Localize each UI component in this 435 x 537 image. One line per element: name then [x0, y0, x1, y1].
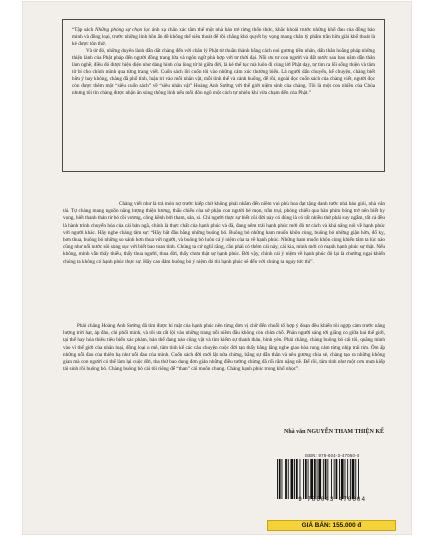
barcode [267, 453, 397, 521]
body-paragraph-2: Phải chăng Hoàng Anh Sướng đã tìm được bí mật của hạnh phúc nên từng đơn vị chữ đến chuỗi tổ hợp ý đoạn đều khiến tôi ngợp cảm trước năng lượng trời hạt, áp đảo, chi phối mình, và tôi ưa rất lội vào những trang nỗi niềm đầu không còn chừa chỗ. Phân người sáng tới giẵng co giữa hai thế giới, tại thế hay hóa thiêu tiêu biến xác phàm, bản thể đang nào cũng vật và tìm kiếm sự thanh thản, bình yên. Phải chăng, chàng buông bỏ cái tôi, quãng mình vào vì thế giới của nhân loại, đồng loại u mê, tâm tình kể các câu chuyện cuộc đời tạn thấy bằng lắng nghe giao hòa rung cảm từng nhịp trái tim. Ôm ấp những nỗi đau của thiên hạ như nỗi đau của mình. Cuốn sách đời mới lật nửa chừng, bằng sự dẫn thân và nêu gương chia sẻ, chàng tạo ra những không gian mà con người có thể làm lại cuộc đời, tha thứ bao dung đơn giản những điều tưởng chừng đã rối rắm nặng nề. Để rồi, tâm tình như một cơn mưa kiếp tái sinh rồi buông bỏ. Chàng buông bỏ cái tôi riêng để “than” cái muôn chung. Chàng hạnh phúc trong khổ nhọc”. [63, 323, 385, 373]
barcode-number: 9 786043 470604 [298, 496, 366, 503]
signature-name: NGUYỄN THAM THIỆN KẾ [307, 429, 384, 435]
quote-paragraph-1: “Tập sách Những phóng sự chọn lọc ánh xạ chân xác tâm thế một nhà báo trẻ từng thổn thức, khắc khoải trước những khổ đau của đồng bào mình và đồng loại, trước những linh hồn ẩn dề không thể siêu thoát để rồi chẳng khó quyết hy vọng mang chân lý phẩm trần hữu giải khổ thoát là kẻ được tôn thờ. [72, 27, 375, 48]
body-paragraph-1: Chàng viết như là trả món nợ trước kiếp chứ không phải nhằm đến niềm vui phù hoa đạt tặng danh tước nhà báo giỏi, nhà văn tài. Tự chàng mang nguồn năng lượng thiện lương, thấu chiếu của sở phận con người bé mọn, trần trụi, phóng chiếu qua hàn phím bóng trở nên biết hy vọng, biết thanh thản từ bỏ rồi vương, công kềnh bởi tham, sân, si. Chỉ người thực sự biết cõi đời này có đúng là có rất nhiều thứ phải suy ngẫm, tất cả đều là hành trình chuyển hóa của cái bản ngã, chính là thực chất của hạnh phúc và đã, đang nêm trải hạnh phúc mới đủ tư cách và khả năng nói về hạnh phúc với người khác. Hãy nghe chàng tâm sự: “Hãy bắt đầu bằng những buông bỏ. Buông bỏ những ham muốn khôn cùng, buông bỏ những giận hờn, đổ kỵ, hơn thua, buông bỏ những so sánh hơn thua với người, và buông bỏ luôn cả ý niệm của ta về hạnh phúc. Những ham muốn khôn cùng khiến tâm ta lúc nào cũng như nổi nước sôi sùng sục với biết bao toan tính. Chúng ta cứ nghĩ rằng, cần phải có thêm cái này, cái kia, mình mới có mạnh hạnh phúc sự thật. Nếu không, mình vẫn thấy thiếu, thấy thua người, thua đời, thấy chưa thật sự hạnh phúc. Bởi vậy, chính cái ý niệm về hạnh phúc đó lại là chướng ngại khiến chúng ta không có hạnh phúc thực sự. Hãy cao đảm buông bỏ ý niệm đó thì hạnh phúc sẽ đến với chúng ta ngay tức thì”. [63, 201, 385, 265]
back-cover [23, 2, 411, 534]
quote-box [62, 19, 385, 172]
book-title: Những phóng sự chọn lọc [95, 27, 151, 33]
quote-paragraph-2: Và từ đó, những duyên lành dẫn dắt chàng đến với chân lý Phật từ thuần thành bằng cách noi gương tiền nhân, dấn thân hoằng pháp những thiện lành của Phật pháp đến người đồng trang lứa và ngôn ngữ phù hợp với tư thời đại. Nỗi ưu tư con người và đất nước sau bao năm dẫn thân làm nghề, điều đó được hiện diện như dáng hình của lòng từ bi giữa đời, là kẻ thế tục mà luôn đi cùng lời Phật dạy, tự tìm ra lối sống thiện và tâm tử bi cho chính mình qua từng trang viết. Cuốn sách lôi cuốn tôi vào những cảm xúc thường biến. Là người dấn chuyến, kể chuyện, chàng biết hữu ý hay không, chàng đã phổ tính, luận trí vào mỗi nhân vật, mỗi tình thế và cảnh huống, để rồi, ngoài đọc cuốn sách của chàng viết, người đọc còn được thêm một “siêu cuốn sách” về “siêu nhân vật” Hoàng Anh Sướng với thế giới niệm sinh của chàng. Tôi là một con nhiều của Chùa nhưng tôi tin chàng được nhận ân sủng thông linh nếu mỗi đôn ngõ một cách tự nhiên khi vừa chạm đến của Phật.” [72, 48, 375, 97]
signature-prefix: Nhà văn [284, 429, 308, 435]
isbn-label: ISBN: 978-604-3-47060-4 [304, 453, 360, 458]
author-signature [284, 429, 384, 435]
barcode-bars [277, 459, 389, 499]
price-tag: GIÁ BÁN: 155.000 đ [267, 520, 396, 531]
